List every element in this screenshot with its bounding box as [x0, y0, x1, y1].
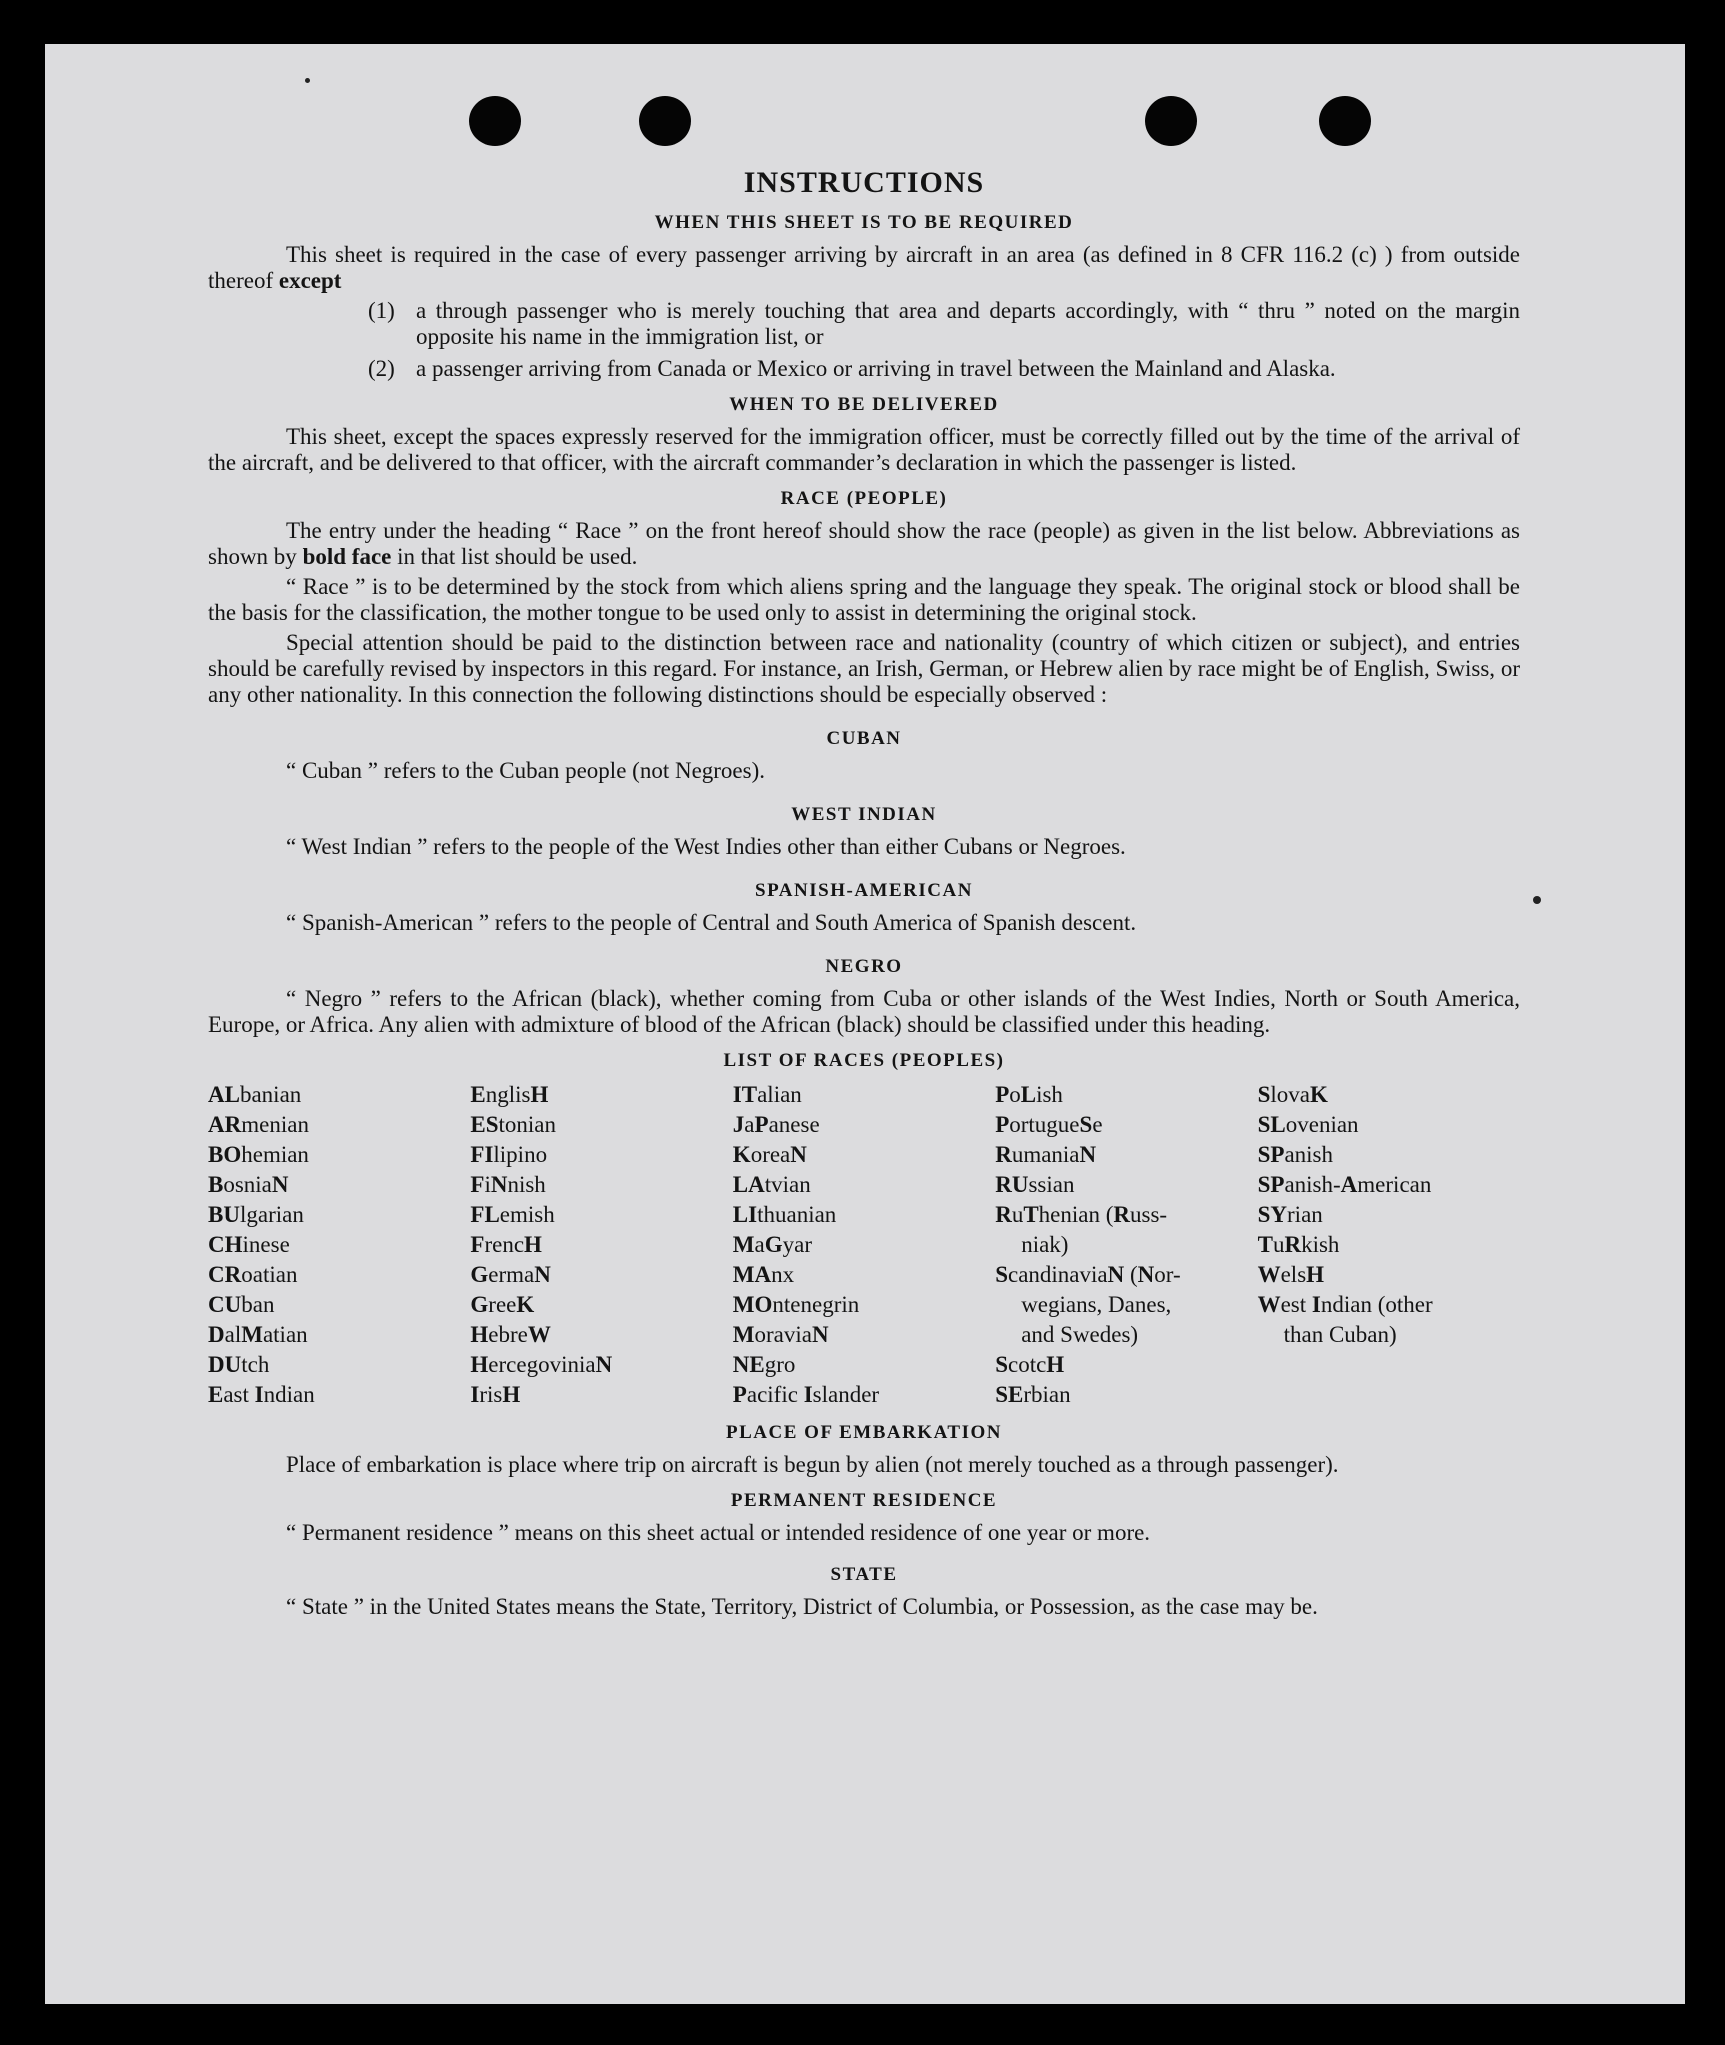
race-entry: MOntenegrin	[732, 1292, 860, 1317]
item-number: (2)	[368, 356, 395, 381]
race-column	[995, 1080, 1257, 1410]
race-entry: JaPanese	[732, 1112, 820, 1137]
race-entry: MAnx	[732, 1262, 795, 1287]
race-entry: BUlgarian	[208, 1202, 304, 1227]
race-entry: SlovaK	[1257, 1082, 1328, 1107]
required-intro-text: This sheet is required in the case of every passenger arriving by aircraft in an area (as defined in 8 CFR 116.2 (c) ) from outside thereof	[208, 242, 1520, 293]
race-entry: BosniaN	[208, 1172, 289, 1197]
embarkation-text: Place of embarkation is place where trip on aircraft is begun by alien (not merely touched as a through passenger).	[286, 1452, 1339, 1477]
race-entry: East Indian	[208, 1382, 315, 1407]
heading-cuban: CUBAN	[826, 728, 902, 749]
race-entry: FiNnish	[470, 1172, 546, 1197]
race-entry: PortugueSe	[995, 1112, 1103, 1137]
race-entry: TuRkish	[1257, 1232, 1340, 1257]
race-entry: ScotcH	[995, 1352, 1065, 1377]
race-entry: WelsH	[1257, 1262, 1325, 1287]
heading-negro: NEGRO	[825, 956, 903, 977]
race-entry: GreeK	[470, 1292, 535, 1317]
race-p1-b: in that list should be used.	[397, 544, 638, 569]
ink-speck	[1533, 896, 1541, 904]
race-entry: GermaN	[470, 1262, 551, 1287]
negro-text: “ Negro ” refers to the African (black), whether coming from Cuba or other islands of the West Indies, North or South America, Europe, or Africa. Any alien with admixture of blood of the African (black) should be classified under this heading.	[208, 986, 1520, 1037]
item-text: a through passenger who is merely touching that area and departs accordingly, with “ thru ” noted on the margin opposite his name in the immigration list, or	[416, 298, 1520, 349]
race-entry: NEgro	[732, 1352, 796, 1377]
spanish-american-text: “ Spanish-American ” refers to the people of Central and South America of Spanish descent.	[286, 910, 1137, 935]
race-entry: DUtch	[208, 1352, 270, 1377]
race-entry: RumaniaN	[995, 1142, 1097, 1167]
race-entry: FIlipino	[470, 1142, 548, 1167]
race-entry: RuThenian (Russ-	[995, 1202, 1168, 1227]
race-entry: SPanish-American	[1257, 1172, 1432, 1197]
race-entry: EStonian	[470, 1112, 557, 1137]
state-text: “ State ” in the United States means the State, Territory, District of Columbia, or Possession, as the case may be.	[286, 1594, 1318, 1619]
race-entry-continued: wegians, Danes,	[1021, 1292, 1172, 1317]
race-entry: ARmenian	[208, 1112, 309, 1137]
heading-delivered: WHEN TO BE DELIVERED	[729, 394, 999, 415]
race-column	[470, 1080, 732, 1410]
race-entry: LAtvian	[732, 1172, 811, 1197]
race-entry-continued: than Cuban)	[1283, 1322, 1397, 1347]
race-list	[208, 1080, 1520, 1410]
punch-hole	[639, 96, 691, 146]
race-column	[208, 1080, 470, 1410]
race-entry: CRoatian	[208, 1262, 298, 1287]
race-entry: FrencH	[470, 1232, 542, 1257]
heading-required: WHEN THIS SHEET IS TO BE REQUIRED	[654, 212, 1074, 233]
west-indian-text: “ West Indian ” refers to the people of the West Indies other than either Cubans or Negroes.	[286, 834, 1126, 859]
punch-hole	[1319, 96, 1371, 146]
residence-text: “ Permanent residence ” means on this sheet actual or intended residence of one year or more.	[286, 1520, 1151, 1545]
race-entry: SErbian	[995, 1382, 1071, 1407]
race-entry: Pacific Islander	[732, 1382, 880, 1407]
punch-hole	[1145, 96, 1197, 146]
race-entry: CHinese	[208, 1232, 290, 1257]
heading-embarkation: PLACE OF EMBARKATION	[726, 1422, 1002, 1443]
race-entry: KoreaN	[732, 1142, 807, 1167]
race-entry: ITalian	[732, 1082, 802, 1107]
race-paragraph-3: Special attention should be paid to the distinction between race and nationality (country of which citizen or subject), and entries should be carefully revised by inspectors in this regard. For instance, an Irish, German, or Hebrew alien by race might be of English, Swiss, or any other nationality. In this connection the following distinctions should be especially observed :	[208, 630, 1520, 707]
race-entry: RUssian	[995, 1172, 1075, 1197]
heading-race: RACE (PEOPLE)	[780, 488, 948, 509]
race-entry: DalMatian	[208, 1322, 308, 1347]
race-entry: BOhemian	[208, 1142, 309, 1167]
race-entry: IrisH	[470, 1382, 521, 1407]
document-sheet	[45, 44, 1685, 2004]
race-entry: SLovenian	[1257, 1112, 1359, 1137]
race-entry: ScandinaviaN (Nor-	[995, 1262, 1181, 1287]
list-item	[368, 356, 1520, 382]
race-entry: SYrian	[1257, 1202, 1323, 1227]
cuban-text: “ Cuban ” refers to the Cuban people (not Negroes).	[286, 758, 766, 783]
race-entry: West Indian (other	[1257, 1292, 1433, 1317]
list-item	[368, 298, 1520, 350]
item-number: (1)	[368, 298, 395, 323]
item-text: a passenger arriving from Canada or Mexico or arriving in travel between the Mainland and Alaska.	[416, 356, 1336, 381]
race-entry: PoLish	[995, 1082, 1063, 1107]
delivered-text: This sheet, except the spaces expressly reserved for the immigration officer, must be correctly filled out by the time of the arrival of the aircraft, and be delivered to that officer, with the aircraft commander’s declaration in which the passenger is listed.	[208, 424, 1520, 475]
heading-west-indian: WEST INDIAN	[791, 804, 937, 825]
race-entry: FLemish	[470, 1202, 555, 1227]
race-entry: EnglisH	[470, 1082, 549, 1107]
required-except: except	[278, 268, 342, 293]
race-entry: MaGyar	[732, 1232, 812, 1257]
race-entry: LIthuanian	[732, 1202, 837, 1227]
page-title: INSTRUCTIONS	[743, 166, 985, 199]
race-entry: MoraviaN	[732, 1322, 829, 1347]
heading-state: STATE	[830, 1564, 898, 1585]
race-entry: ALbanian	[208, 1082, 302, 1107]
heading-list: LIST OF RACES (PEOPLES)	[723, 1050, 1005, 1071]
race-entry-continued: and Swedes)	[1021, 1322, 1139, 1347]
race-column	[1258, 1080, 1520, 1410]
race-entry: SPanish	[1257, 1142, 1334, 1167]
race-p1-a: The entry under the heading “ Race ” on the front hereof should show the race (people) as given in the list below. Abbreviations as shown by	[208, 518, 1520, 569]
race-p1-bold: bold face	[302, 544, 392, 569]
heading-residence: PERMANENT RESIDENCE	[730, 1490, 998, 1511]
required-intro	[208, 242, 1520, 294]
race-entry-continued: niak)	[1021, 1232, 1069, 1257]
punch-hole	[469, 96, 521, 146]
race-column	[733, 1080, 995, 1410]
race-entry: HercegoviniaN	[470, 1352, 613, 1377]
race-entry: HebreW	[470, 1322, 551, 1347]
instructions-body	[208, 166, 1520, 1624]
heading-spanish-american: SPANISH-AMERICAN	[755, 880, 973, 901]
ink-speck	[305, 78, 310, 83]
race-entry: CUban	[208, 1292, 275, 1317]
race-paragraph-1	[208, 518, 1520, 570]
race-paragraph-2: “ Race ” is to be determined by the stock from which aliens spring and the language they speak. The original stock or blood shall be the basis for the classification, the mother tongue to be used only to assist in determining the original stock.	[208, 574, 1520, 625]
